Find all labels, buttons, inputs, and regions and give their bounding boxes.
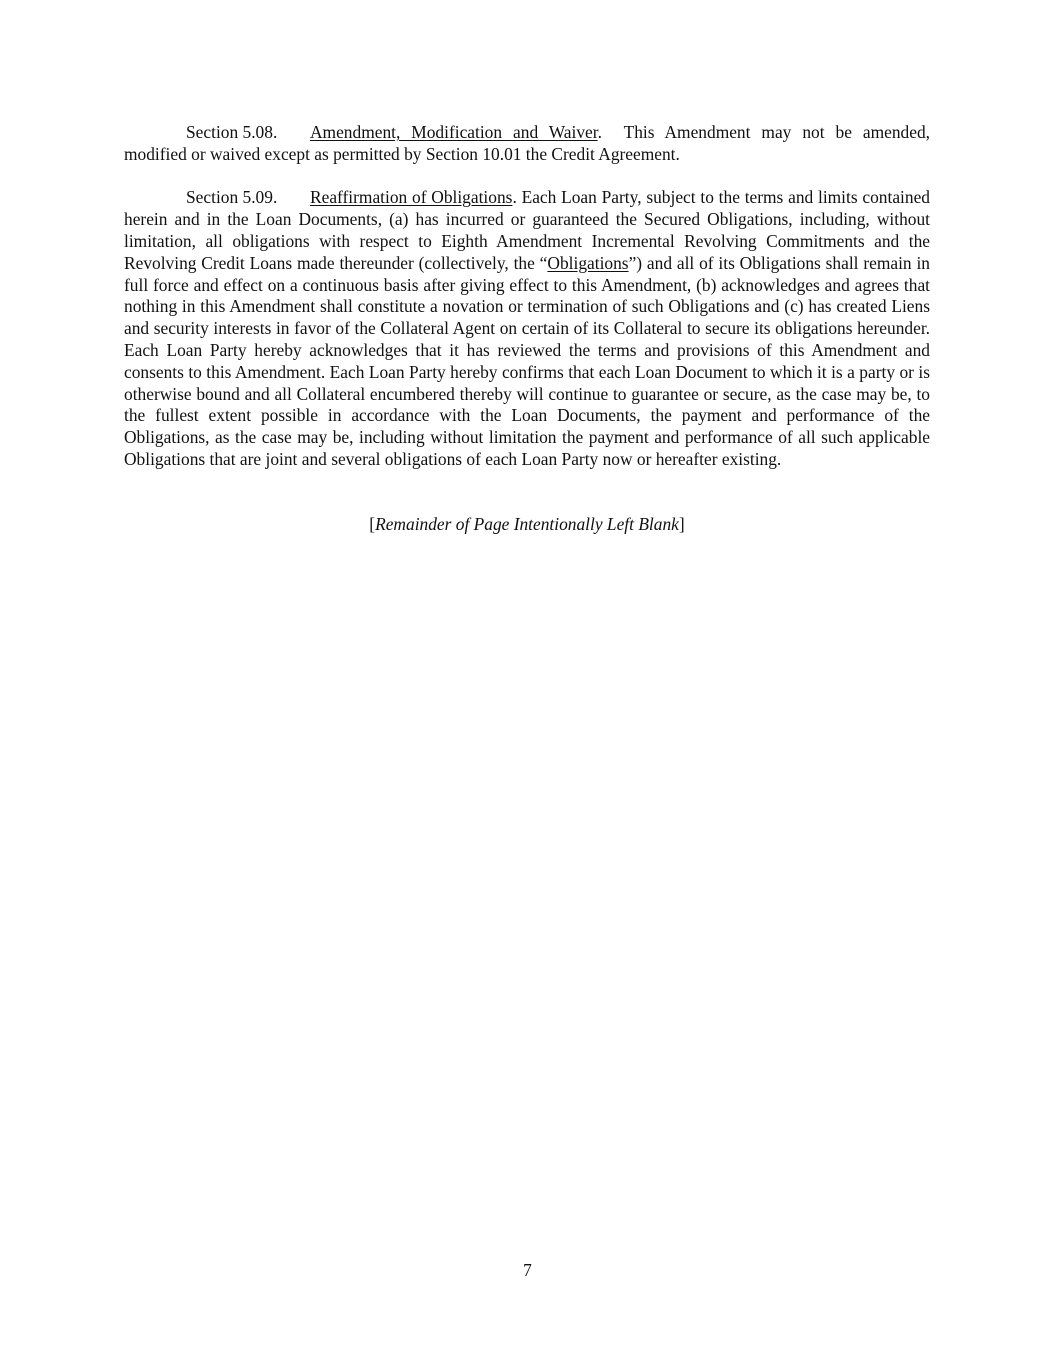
page-number: 7: [523, 1260, 532, 1280]
document-body: [124, 122, 930, 493]
section-5-08-heading: Amendment, Modification and Waiver: [310, 122, 598, 142]
section-5-09-body-part2: ”) and all of its Obligations shall remain in full force and effect on a continuous basis after giving effect to this Amendment, (b) acknowledges and agrees that nothing in this Amendment shall constitute a novation or termination of such Obligations and (c) has created Liens and security interests in favor of the Collateral Agent on certain of its Collateral to secure its obligations hereunder. Each Loan Party hereby acknowledges that it has reviewed the terms and provisions of this Amendment and consents to this Amendment. Each Loan Party hereby confirms that each Loan Document to which it is a party or is otherwise bound and all Collateral encumbered thereby will continue to guarantee or secure, as the case may be, to the fullest extent possible in accordance with the Loan Documents, the payment and performance of the Obligations, as the case may be, including without limitation the payment and performance of all such applicable Obligations that are joint and several obligations of each Loan Party now or hereafter existing.: [124, 252, 930, 469]
section-5-08-number: Section 5.08.: [186, 122, 278, 142]
section-5-09-body-part1: Each Loan Party, subject to the terms and limits contained herein and in the Loan Documents, (a) has incurred or guaranteed the Secured Obligations, including, without limitation, all obligations with respect to Eighth Amendment Incremental Revolving Commitments and the Revolving Credit Loans made thereunder (collectively, the “: [124, 187, 930, 273]
section-5-09-heading-suffix: .: [512, 187, 517, 208]
remainder-open-bracket: [: [369, 514, 376, 534]
obligations-defined-term: Obligations: [547, 252, 629, 273]
section-5-08-body: This Amendment may not be amended, modified or waived except as permitted by Section 10.01 the Credit Agreement.: [124, 122, 930, 164]
section-5-09-heading: Reaffirmation of Obligations: [310, 187, 513, 208]
remainder-notice: [124, 514, 930, 536]
section-5-09-number: Section 5.09.: [186, 187, 278, 208]
section-5-08-heading-suffix: .: [597, 122, 602, 142]
section-5-09-paragraph: [124, 187, 930, 470]
remainder-text: Remainder of Page Intentionally Left Blank: [375, 514, 679, 534]
section-5-08-paragraph: [124, 122, 930, 166]
remainder-close-bracket: ]: [678, 514, 685, 534]
